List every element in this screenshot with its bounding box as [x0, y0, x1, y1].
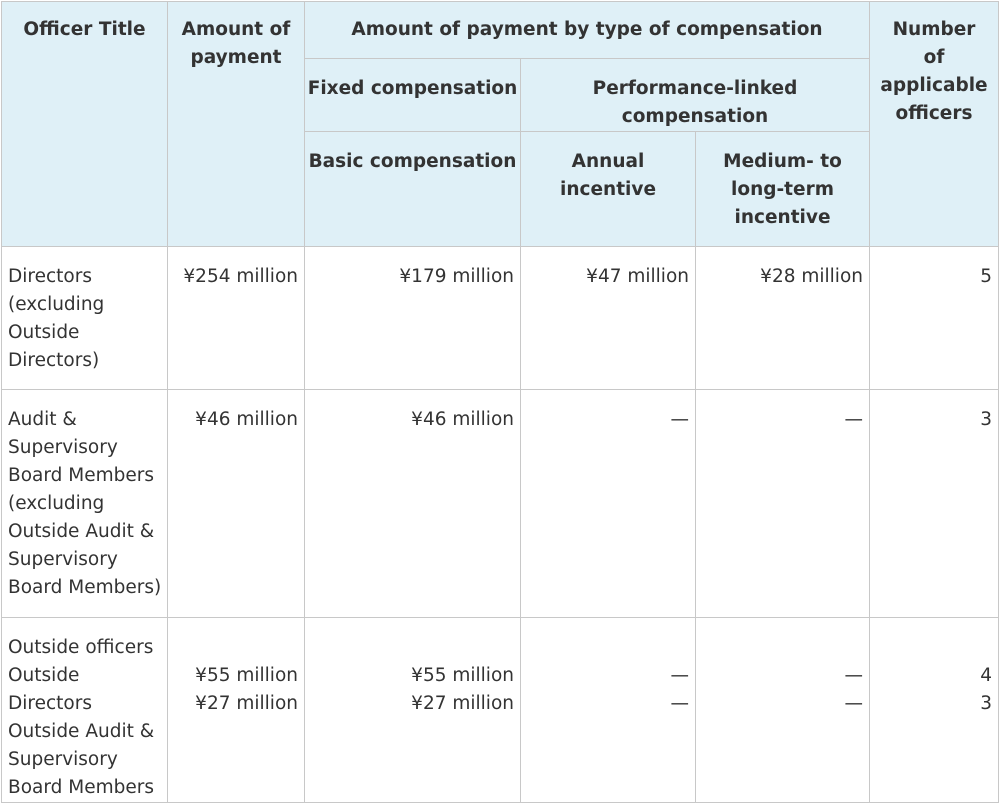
officer-title-line: (excluding [8, 493, 105, 514]
officer-count-cell [870, 618, 999, 803]
table-row [2, 247, 999, 390]
header-annual-line2: incentive [560, 179, 656, 200]
header-medium-line1: Medium- to [723, 151, 842, 172]
amount-cell: ¥254 million [168, 247, 305, 390]
row-officer-title [2, 247, 168, 390]
annual-incentive-cell [521, 618, 696, 803]
officer-title-line: Board Members) [8, 577, 162, 598]
table-row [2, 390, 999, 618]
amount-cell [168, 618, 305, 803]
officer-title-line: Audit & [8, 409, 77, 430]
annual-outside-audit-members: — [670, 693, 689, 714]
header-annual [521, 132, 696, 247]
header-medium-line3: incentive [734, 207, 831, 228]
header-basic-text: Basic compensation [308, 151, 517, 172]
amount-outside-audit-members: ¥27 million [195, 693, 298, 714]
header-performance-text: Performance-linked compensation [592, 78, 798, 127]
annual-incentive-cell: — [521, 390, 696, 618]
medium-outside-audit-members: — [844, 693, 863, 714]
basic-compensation-cell: ¥179 million [305, 247, 521, 390]
officer-title-line: Outside [8, 322, 80, 343]
officer-title-line: Supervisory [8, 549, 118, 570]
header-number-line4: officers [895, 103, 973, 124]
row-officer-title [2, 618, 168, 803]
basic-outside-audit-members: ¥27 million [411, 693, 514, 714]
header-performance [521, 59, 870, 132]
spacer [870, 634, 992, 662]
header-number-officers [870, 2, 999, 247]
officer-title-line: Directors [8, 266, 92, 287]
officer-count-cell: 3 [870, 390, 999, 618]
officer-title-line: Outside Audit & [8, 721, 155, 742]
header-amount-line1: Amount of [181, 19, 291, 40]
row-officer-title [2, 390, 168, 618]
officer-title-line: Supervisory [8, 749, 118, 770]
basic-compensation-cell: ¥46 million [305, 390, 521, 618]
amount-cell: ¥46 million [168, 390, 305, 618]
header-basic [305, 132, 521, 247]
table-row [2, 618, 999, 803]
officer-title-line: Supervisory [8, 437, 118, 458]
officer-title-line: Outside Audit & [8, 521, 155, 542]
header-medium-line2: long-term [731, 179, 834, 200]
header-fixed [305, 59, 521, 132]
compensation-table [1, 1, 999, 803]
header-officer-title-text: Officer Title [23, 19, 146, 40]
header-fixed-text: Fixed compensation [307, 78, 518, 99]
basic-compensation-cell [305, 618, 521, 803]
medium-long-term-incentive-cell [696, 618, 870, 803]
spacer [305, 634, 514, 662]
count-outside-directors: 4 [980, 665, 992, 686]
annual-outside-directors: — [670, 665, 689, 686]
header-amount [168, 2, 305, 247]
officer-title-line: (excluding [8, 294, 105, 315]
header-by-type [305, 2, 870, 59]
medium-long-term-incentive-cell: ¥28 million [696, 247, 870, 390]
officer-title-line: Board Members [8, 777, 154, 798]
spacer [696, 634, 863, 662]
header-annual-line1: Annual [571, 151, 645, 172]
count-outside-audit-members: 3 [980, 693, 992, 714]
annual-incentive-cell: ¥47 million [521, 247, 696, 390]
basic-outside-directors: ¥55 million [411, 665, 514, 686]
header-number-line1: Number [892, 19, 976, 40]
officer-title-line: Board Members [8, 465, 154, 486]
header-by-type-text: Amount of payment by type of compensation [351, 19, 823, 40]
spacer [521, 634, 689, 662]
header-number-line2: of [923, 47, 945, 68]
officer-title-line: Outside officers [8, 637, 154, 658]
header-amount-line2: payment [190, 47, 282, 68]
officer-title-line: Directors) [8, 350, 100, 371]
medium-long-term-incentive-cell: — [696, 390, 870, 618]
header-medium [696, 132, 870, 247]
officer-count-cell: 5 [870, 247, 999, 390]
amount-outside-directors: ¥55 million [195, 665, 298, 686]
header-officer-title [2, 2, 168, 247]
spacer [168, 634, 298, 662]
medium-outside-directors: — [844, 665, 863, 686]
header-number-line3: applicable [880, 75, 988, 96]
officer-title-line: Outside Directors [8, 665, 92, 714]
